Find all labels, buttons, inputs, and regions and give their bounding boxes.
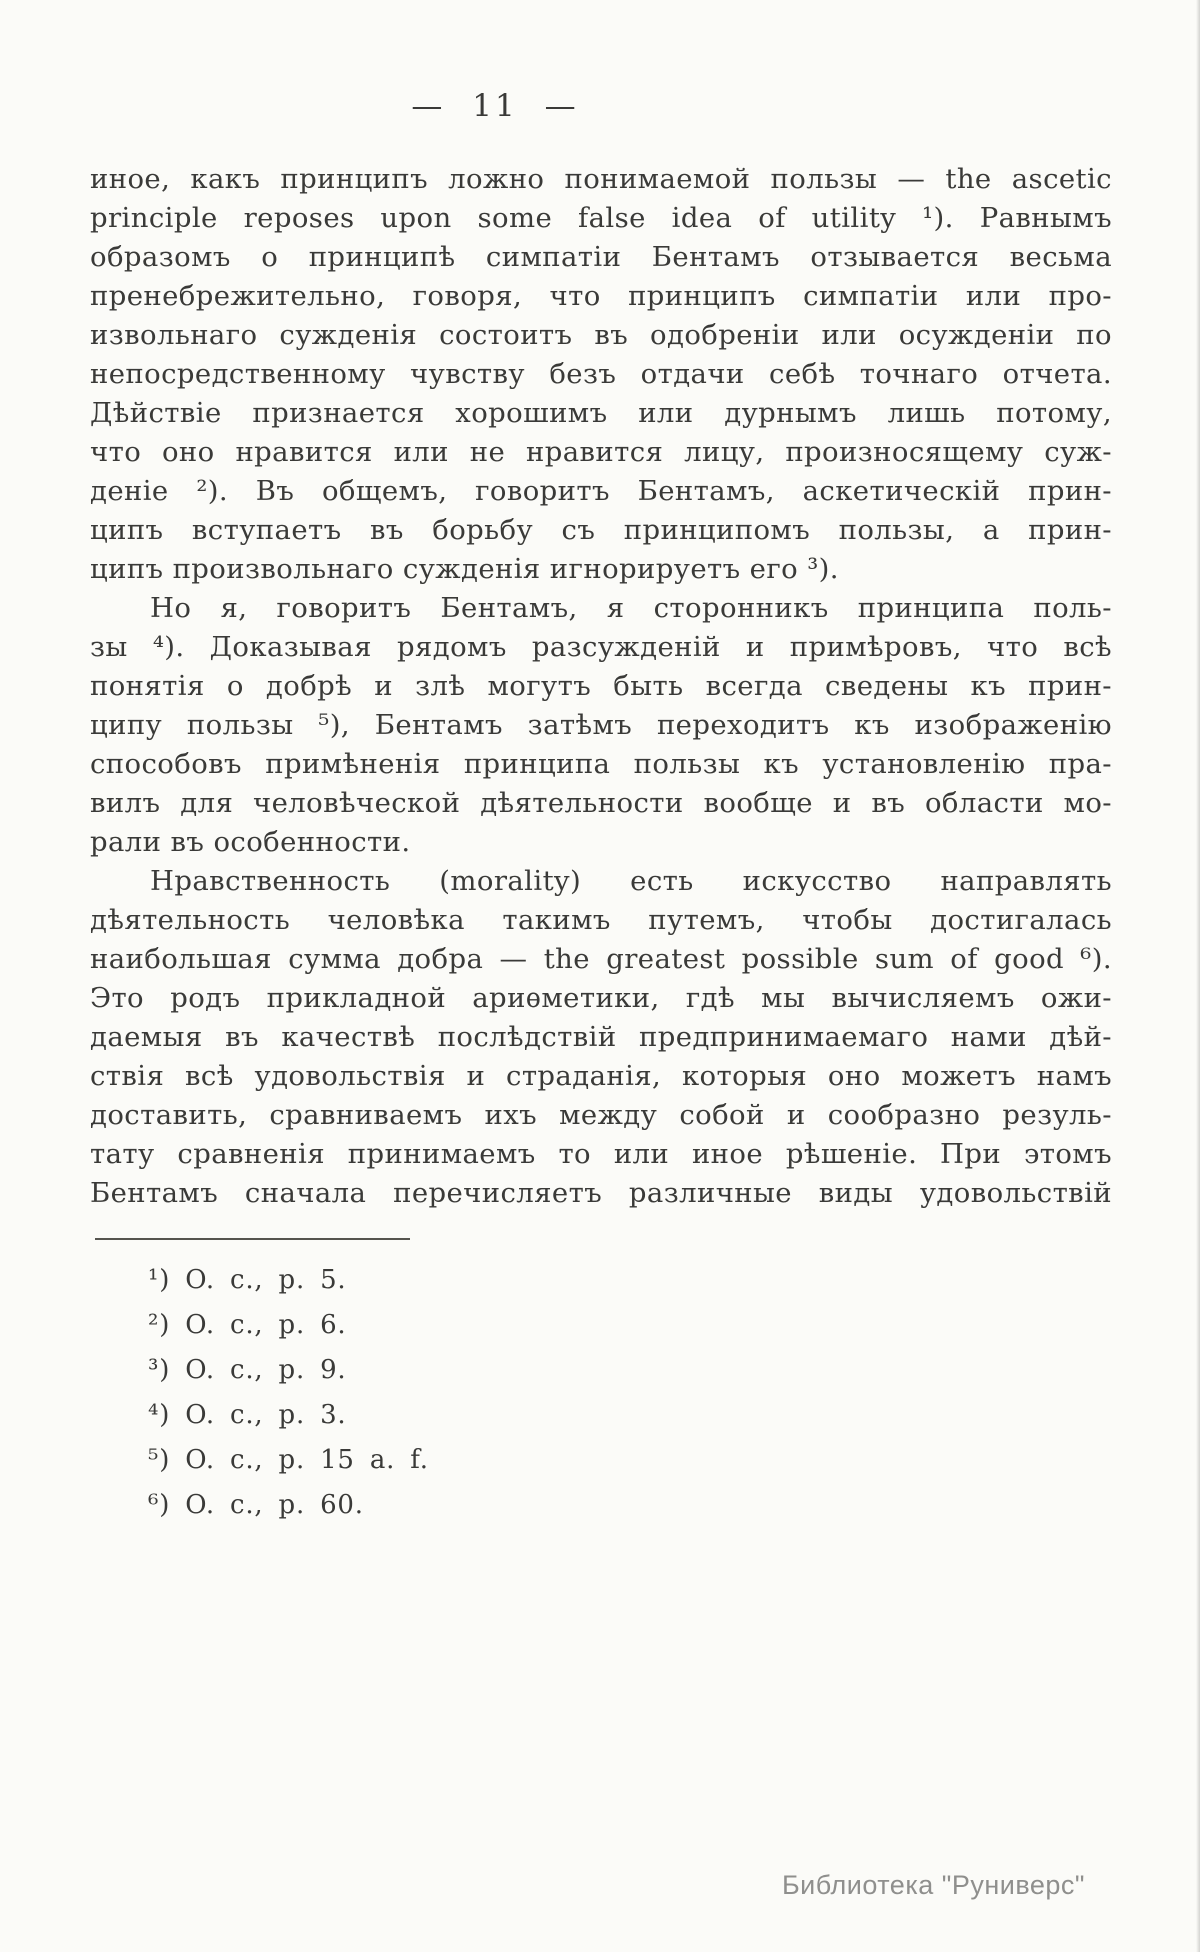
text-line: зы ⁴). Доказывая рядомъ разсужденій и примѣровъ, что всѣ [90, 631, 1112, 663]
text-line: непосредственному чувству безъ отдачи себѣ точнаго отчета. [90, 358, 1112, 390]
text-line: ципъ вступаетъ въ борьбу съ принципомъ пользы, а прин- [90, 514, 1112, 546]
text-line: иное, какъ принципъ ложно понимаемой пользы — the ascetic [90, 163, 1112, 195]
footnote-item: ⁴) O. c., p. 3. [148, 1400, 347, 1430]
paragraph [90, 589, 1112, 862]
text-line: Бентамъ сначала перечисляетъ различные виды удовольствій [90, 1177, 1112, 1209]
text-line: вилъ для человѣческой дѣятельности вообще и въ области мо- [90, 787, 1112, 819]
footnotes [148, 1258, 429, 1528]
text-line: Но я, говоритъ Бентамъ, я сторонникъ принципа поль- [150, 592, 1112, 624]
paragraph [90, 862, 1112, 1213]
text-line: образомъ о принципѣ симпатіи Бентамъ отзывается весьма [90, 241, 1112, 273]
text-line: Дѣйствіе признается хорошимъ или дурнымъ лишь потому, [90, 397, 1112, 429]
text-line: деніе ²). Въ общемъ, говоритъ Бентамъ, аскетическій прин- [90, 475, 1112, 507]
text-line: способовъ примѣненія принципа пользы къ установленію пра- [90, 748, 1112, 780]
body-text [90, 160, 1112, 1213]
footnote-item: ²) O. c., p. 6. [148, 1310, 347, 1340]
page-number: — 11 — [411, 88, 579, 124]
scan-edge-artifact [1196, 0, 1200, 1952]
text-line: Нравственность (morality) есть искусство направлять [150, 865, 1112, 897]
text-line: доставить, сравниваемъ ихъ между собой и сообразно резуль- [90, 1099, 1112, 1131]
text-line: principle reposes upon some false idea of utility ¹). Равнымъ [90, 202, 1112, 234]
library-watermark: Библиотека "Руниверс" [781, 1870, 1085, 1900]
text-line: понятія о добрѣ и злѣ могутъ быть всегда сведены къ прин- [90, 670, 1112, 702]
text-line: дѣятельность человѣка такимъ путемъ, чтобы достигалась [90, 904, 1112, 936]
text-line: извольнаго сужденія состоитъ въ одобреніи или осужденіи по [90, 319, 1112, 351]
text-line: ствія всѣ удовольствія и страданія, которыя оно можетъ намъ [90, 1060, 1112, 1092]
footnote-item: ⁶) O. c., p. 60. [148, 1490, 364, 1520]
text-line: пренебрежительно, говоря, что принципъ симпатіи или про- [90, 280, 1112, 312]
text-line: ципъ произвольнаго сужденія игнорируетъ его ³). [90, 553, 839, 585]
text-line: ципу пользы ⁵), Бентамъ затѣмъ переходитъ къ изображенію [90, 709, 1112, 741]
text-line: Это родъ прикладной ариѳметики, гдѣ мы вычисляемъ ожи- [90, 982, 1112, 1014]
footnote-item: ¹) O. c., p. 5. [148, 1265, 347, 1295]
footnote-item: ³) O. c., p. 9. [148, 1355, 347, 1385]
footnote-item: ⁵) O. c., p. 15 a. f. [148, 1445, 429, 1475]
footnote-separator [95, 1238, 410, 1240]
text-line: тату сравненія принимаемъ то или иное рѣшеніе. При этомъ [90, 1138, 1112, 1170]
text-line: что оно нравится или не нравится лицу, произносящему суж- [90, 436, 1112, 468]
text-line: рали въ особенности. [90, 826, 411, 858]
text-line: наибольшая сумма добра — the greatest possible sum of good ⁶). [90, 943, 1112, 975]
text-line: даемыя въ качествѣ послѣдствій предпринимаемаго нами дѣй- [90, 1021, 1112, 1053]
paragraph [90, 160, 1112, 589]
